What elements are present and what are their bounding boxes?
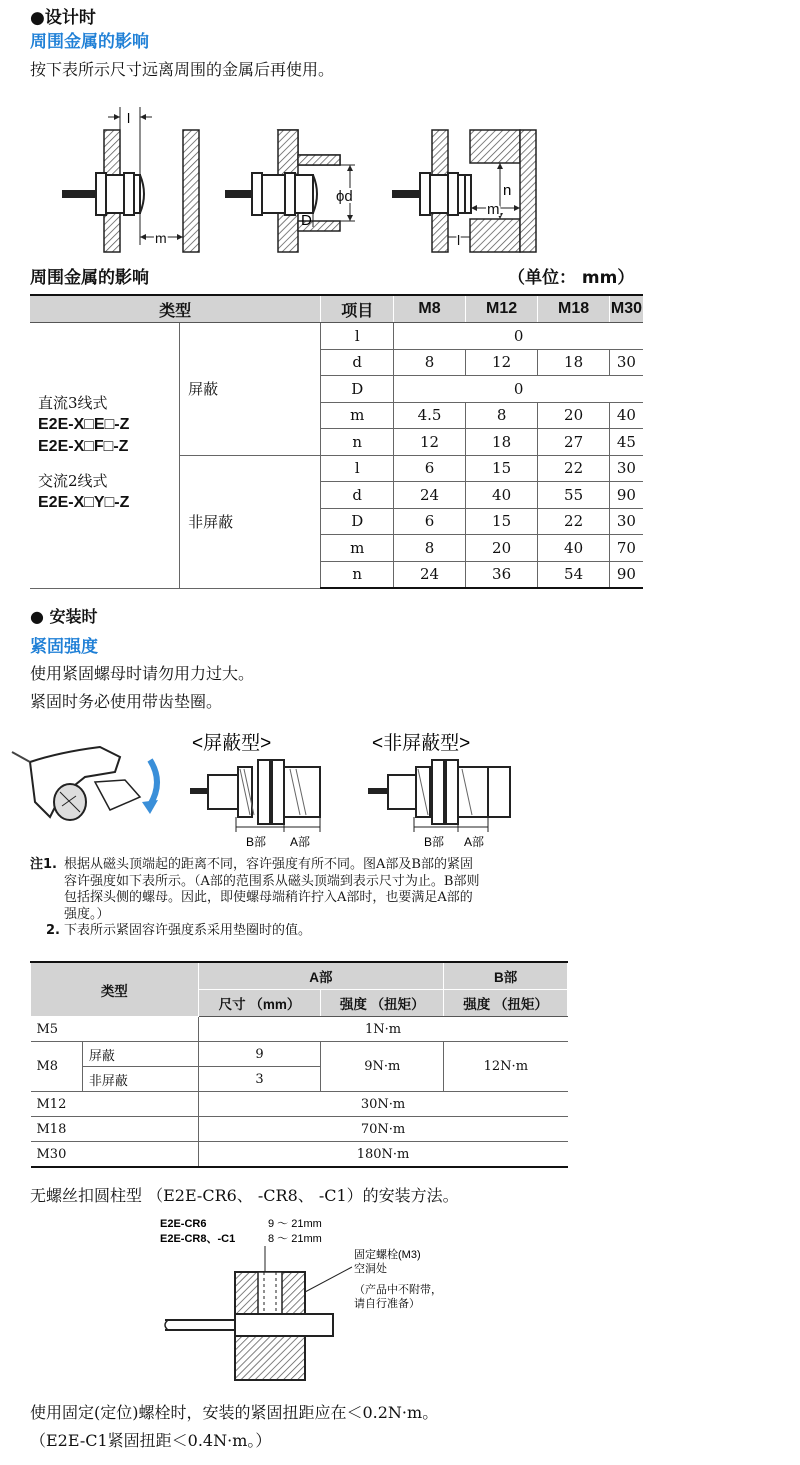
wrench-icon xyxy=(12,747,158,820)
bolt-label: 固定螺栓(M3) xyxy=(354,1249,421,1261)
value-cell: 12 xyxy=(394,429,466,456)
value-cell: 40 xyxy=(538,535,610,562)
type-cell: M18 xyxy=(31,1117,199,1142)
cylinder-mount-diagram xyxy=(0,1210,800,1395)
header-m12: M12 xyxy=(465,295,537,323)
note1-line: 根据从磁头顶端起的距离不同，容许强度有所不同。图A部及B部的紧固 xyxy=(64,857,473,872)
cr6-label: E2E-CR6 xyxy=(160,1218,207,1230)
table1-title: 周围金属的影响 xyxy=(30,268,149,288)
label-m2: m xyxy=(487,201,500,218)
type-cell: M8 xyxy=(31,1042,83,1092)
value-cell: 27 xyxy=(538,429,610,456)
value-cell: 15 xyxy=(465,455,537,482)
header-m30: M30 xyxy=(609,295,643,323)
cylinder-install-intro: 无螺丝扣圆柱型 （E2E-CR6、 -CR8、 -C1）的安装方法。 xyxy=(30,1186,459,1205)
header-part-b: B部 xyxy=(444,962,568,990)
label-n: n xyxy=(503,182,512,199)
value-cell: 70N·m xyxy=(198,1117,567,1142)
figure-shielded-flush xyxy=(62,107,199,252)
figure-shielded-recessed xyxy=(225,130,355,252)
unshielded-part-a: A部 xyxy=(464,835,485,849)
value-cell: 4.5 xyxy=(394,402,466,429)
item-cell: D xyxy=(321,508,394,535)
value-cell: 30 xyxy=(609,508,643,535)
shielded-part-a: A部 xyxy=(290,835,311,849)
notes-block xyxy=(30,857,570,940)
header-strength-a: 强度 （扭矩） xyxy=(321,990,444,1017)
label-l2: l xyxy=(457,232,461,248)
item-cell: l xyxy=(321,323,394,350)
table-row xyxy=(31,1042,568,1067)
unshielded-sensor xyxy=(368,760,510,849)
header-item: 项目 xyxy=(321,295,394,323)
type-cell: M5 xyxy=(31,1017,199,1042)
header-type: 类型 xyxy=(31,962,199,1017)
value-cell: 36 xyxy=(465,561,537,588)
table-row xyxy=(31,1142,568,1168)
value-cell: 24 xyxy=(394,561,466,588)
shielded-sensor xyxy=(190,760,320,849)
tightening-diagram xyxy=(0,722,800,852)
item-cell: d xyxy=(321,349,394,376)
model-cell xyxy=(30,323,180,589)
value-cell: 22 xyxy=(538,508,610,535)
unshielded-label: 非屏蔽 xyxy=(180,455,321,588)
model-ac-type: 交流2线式 xyxy=(38,472,108,491)
note2-text: 下表所示紧固容许强度系采用垫圈时的值。 xyxy=(64,923,312,938)
tightening-line2: 紧固时务必使用带齿垫圈。 xyxy=(30,692,223,711)
label-phi-d: ϕd xyxy=(336,188,353,205)
header-part-a: A部 xyxy=(198,962,444,990)
value-cell: 1N·m xyxy=(198,1017,567,1042)
value-cell: 0 xyxy=(394,376,643,403)
torque-note-line1: 使用固定(定位)螺栓时，安装的紧固扭距应在＜0.2N·m。 xyxy=(30,1403,439,1422)
shielded-type-title: <屏蔽型> xyxy=(192,733,272,754)
table-row xyxy=(31,1092,568,1117)
value-cell: 180N·m xyxy=(198,1142,567,1168)
header-strength-b: 强度 （扭矩） xyxy=(444,990,568,1017)
table-row xyxy=(30,323,643,350)
value-cell: 40 xyxy=(609,402,643,429)
shielded-part-b: B部 xyxy=(246,835,267,849)
metal-influence-table xyxy=(30,294,643,589)
value-cell: 8 xyxy=(394,349,466,376)
subtitle-tightening: 紧固强度 xyxy=(30,637,98,657)
header-m18: M18 xyxy=(538,295,610,323)
label-l: l xyxy=(127,110,131,126)
figure-unshielded xyxy=(392,130,536,252)
model-dc-type: 直流3线式 xyxy=(38,394,108,413)
value-cell: 55 xyxy=(538,482,610,509)
value-cell: 15 xyxy=(465,508,537,535)
subtype-cell: 非屏蔽 xyxy=(82,1067,198,1092)
type-cell: M30 xyxy=(31,1142,199,1168)
value-cell: 8 xyxy=(465,402,537,429)
value-cell: 45 xyxy=(609,429,643,456)
bolt-note: 请自行准备） xyxy=(354,1298,420,1310)
value-cell: 8 xyxy=(394,535,466,562)
value-cell: 24 xyxy=(394,482,466,509)
section-title-installation: ● 安装时 xyxy=(30,607,98,626)
value-cell: 20 xyxy=(465,535,537,562)
shielded-label: 屏蔽 xyxy=(180,323,321,456)
value-cell: 90 xyxy=(609,561,643,588)
label-m: m xyxy=(155,230,167,246)
table-row xyxy=(31,1117,568,1142)
item-cell: D xyxy=(321,376,394,403)
item-cell: n xyxy=(321,561,394,588)
value-cell: 54 xyxy=(538,561,610,588)
torque-note-line2: （E2E-C1紧固扭距＜0.4N·m。） xyxy=(30,1431,272,1450)
table-row xyxy=(31,1017,568,1042)
value-cell: 70 xyxy=(609,535,643,562)
header-m8: M8 xyxy=(394,295,466,323)
value-cell: 30N·m xyxy=(198,1092,567,1117)
value-cell: 18 xyxy=(538,349,610,376)
unshielded-type-title: <非屏蔽型> xyxy=(372,733,471,754)
item-cell: m xyxy=(321,535,394,562)
value-cell: 9 xyxy=(198,1042,321,1067)
model-dc-code-e: E2E-X□E□-Z xyxy=(38,416,130,434)
note1-line: 容许强度如下表所示。（A部的范围系从磁头顶端到表示尺寸为止。B部则 xyxy=(64,873,480,889)
header-size: 尺寸 （mm） xyxy=(198,990,321,1017)
value-cell: 30 xyxy=(609,455,643,482)
cr8-range: 8 ～ 21mm xyxy=(268,1233,322,1245)
note1-label: 注1. xyxy=(30,857,57,872)
value-cell: 9N·m xyxy=(321,1042,444,1092)
value-cell: 6 xyxy=(394,455,466,482)
model-ac-code: E2E-X□Y□-Z xyxy=(38,494,130,512)
section-title-design: ●设计时 xyxy=(30,8,96,28)
note2-label: 2. xyxy=(46,923,60,938)
cr8-label: E2E-CR8、-C1 xyxy=(160,1233,236,1245)
cavity-label: 空洞处 xyxy=(354,1263,387,1275)
unshielded-part-b: B部 xyxy=(424,835,445,849)
value-cell: 20 xyxy=(538,402,610,429)
type-cell: M12 xyxy=(31,1092,199,1117)
label-D: D xyxy=(301,212,312,229)
value-cell: 30 xyxy=(609,349,643,376)
instruction-text: 按下表所示尺寸远离周围的金属后再使用。 xyxy=(30,60,335,79)
value-cell: 6 xyxy=(394,508,466,535)
tightening-line1: 使用紧固螺母时请勿用力过大。 xyxy=(30,664,255,683)
note1-line: 强度。） xyxy=(64,906,110,922)
tightening-strength-table xyxy=(30,961,568,1168)
item-cell: l xyxy=(321,455,394,482)
model-dc-code-f: E2E-X□F□-Z xyxy=(38,438,129,456)
metal-clearance-diagram xyxy=(0,95,800,260)
note1-line: 包括探头侧的螺母。因此，即使螺母端稍许拧入A部时，也要满足A部的 xyxy=(64,890,473,905)
subtitle-metal-influence: 周围金属的影响 xyxy=(30,32,149,52)
item-cell: m xyxy=(321,402,394,429)
item-cell: d xyxy=(321,482,394,509)
value-cell: 90 xyxy=(609,482,643,509)
header-type: 类型 xyxy=(30,295,321,323)
value-cell: 40 xyxy=(465,482,537,509)
value-cell: 18 xyxy=(465,429,537,456)
subtype-cell: 屏蔽 xyxy=(82,1042,198,1067)
value-cell: 3 xyxy=(198,1067,321,1092)
bolt-note: （产品中不附带， xyxy=(354,1284,442,1296)
cr6-range: 9 ～ 21mm xyxy=(268,1218,322,1230)
item-cell: n xyxy=(321,429,394,456)
value-cell: 0 xyxy=(394,323,643,350)
value-cell: 22 xyxy=(538,455,610,482)
value-cell: 12 xyxy=(465,349,537,376)
value-cell: 12N·m xyxy=(444,1042,568,1092)
table1-unit: （单位： mm） xyxy=(508,268,635,288)
